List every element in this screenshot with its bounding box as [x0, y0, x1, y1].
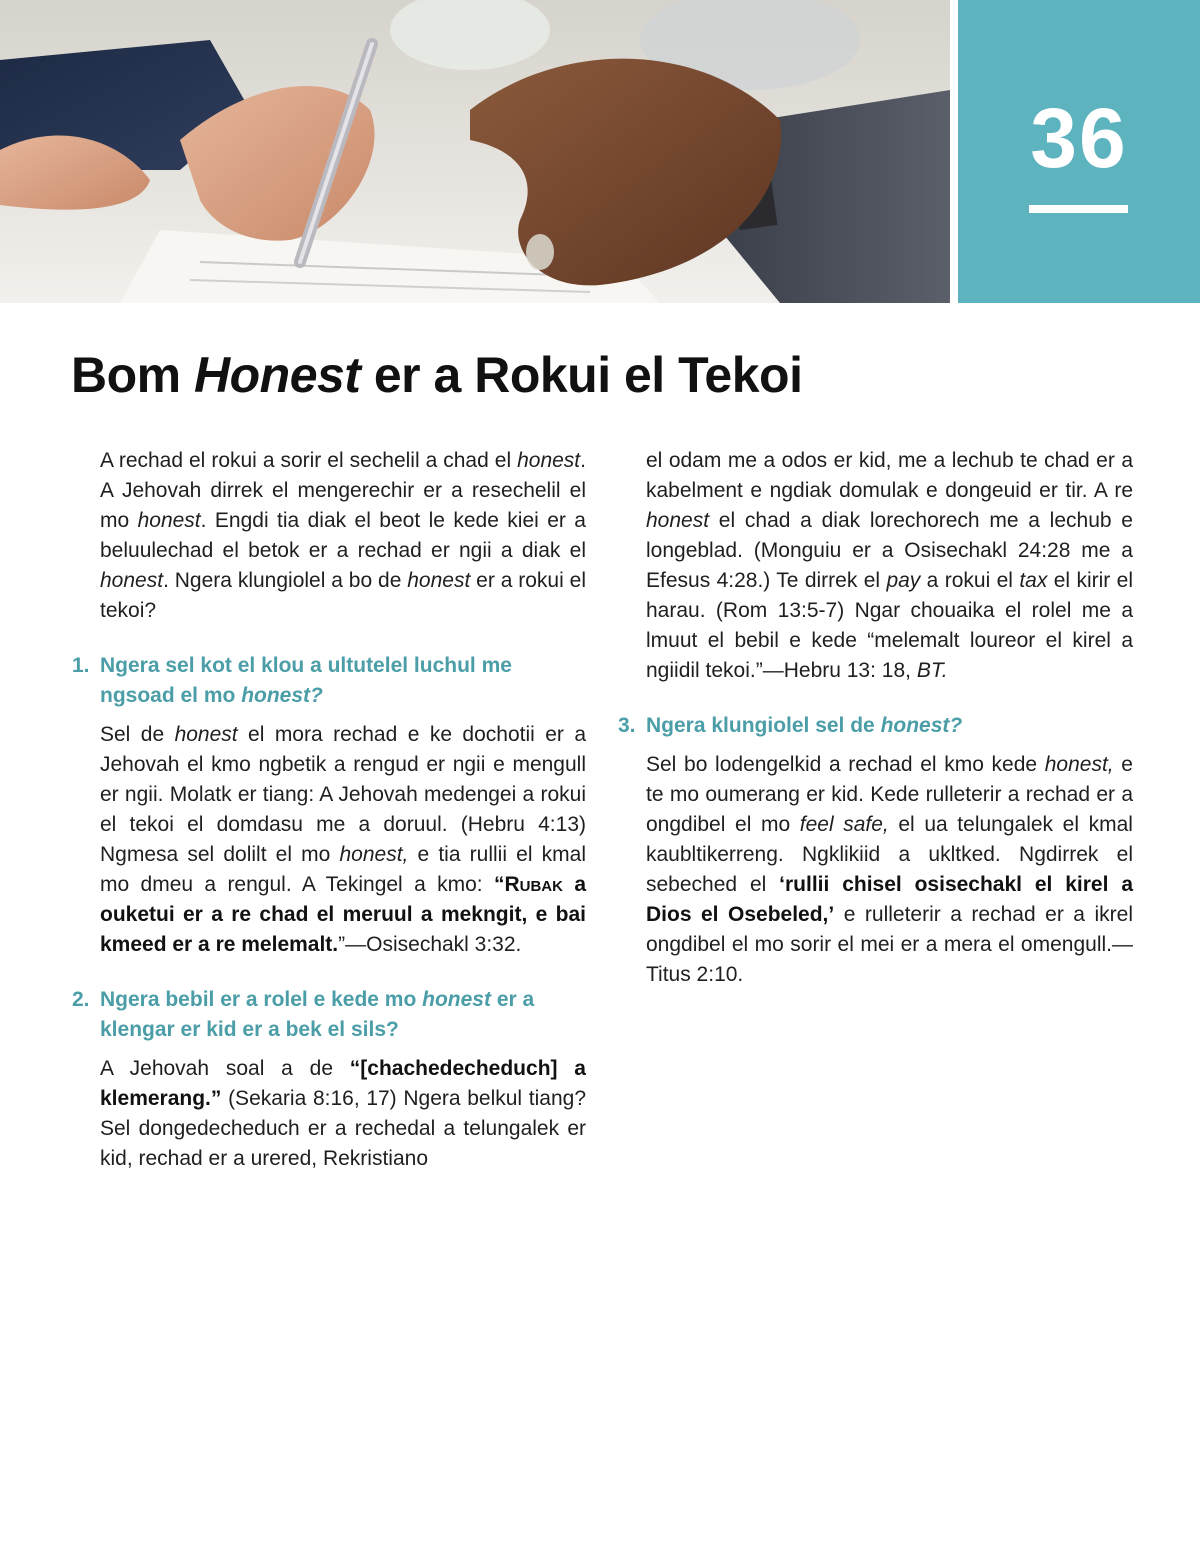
answer-3-paragraph: Sel bo lodengelkid a rechad el kmo kede honest, e te mo oumerang er kid. Kede rulleterir a rechad er a ongdibel el mo feel safe, el ua telungalek el kmal kaubltikerreng. Ngklikiid a ukltked. Ngdirrek el sebeched el ‘rullii chisel osisechakl el kirel a Dios el Osebeled,’ e rulleterir a rechad er a ikrel ongdibel el mo sorir el mei er a mera el omengull.—Titus 2:10.	[646, 753, 1133, 986]
title-italic-part: Honest	[194, 347, 361, 403]
question-2-heading: 2. Ngera bebil er a rolel e kede mo honest er a klengar er kid er a bek el sils?	[100, 985, 586, 1045]
answer-1-paragraph: Sel de honest el mora rechad e ke dochotii er a Jehovah el kmo ngbetik a rengud er ngii e mengull er ngii. Molatk er tiang: A Jehovah medengei a rokui el tekoi el domdasu me a doruul. (Hebru 4:13) Ngmesa sel dolilt el mo honest, e tia rullii el kmal mo dmeu a rengul. A Tekingel a kmo: “Rubak a ouketui er a re chad el meruul a mekngit, e bai kmeed er a re melemalt.”—Osisechakl 3:32.	[100, 723, 587, 956]
lesson-number-underline	[1029, 205, 1128, 213]
question-1-heading: 1. Ngera sel kot el klou a ultutelel luchul me ngsoad el mo honest?	[100, 651, 586, 711]
intro-paragraph: A rechad el rokui a sorir el sechelil a chad el honest. A Jehovah dirrek el mengerechir er a resechelil el mo honest. Engdi tia diak el beot le kede kiei er a beluulechad el betok er a rechad er ngii a diak el honest. Ngera klungiolel a bo de honest er a rokui el tekoi?	[100, 449, 586, 622]
title-part: Bom	[71, 347, 194, 403]
handshake-photo-icon	[0, 0, 950, 303]
question-number: 3.	[618, 714, 636, 737]
title-part: er a Rokui el Tekoi	[360, 347, 803, 403]
header-photo	[0, 0, 950, 303]
answer-2-paragraph-part1: A Jehovah soal a de “[chachedecheduch] a klemerang.” (Sekaria 8:16, 17) Ngera belkul tiang? Sel dongedecheduch er a rechedal a telungalek er kid, rechad er a urered, Rekristiano	[100, 1057, 586, 1170]
question-number: 1.	[72, 654, 90, 677]
right-column	[618, 446, 1133, 990]
lesson-number: 36	[1030, 91, 1128, 185]
question-number: 2.	[72, 988, 90, 1011]
page-title	[71, 346, 802, 404]
left-column	[72, 446, 587, 1174]
lesson-number-panel	[958, 0, 1200, 303]
answer-2-paragraph-part2: el odam me a odos er kid, me a lechub te chad er a kabelment e ngdiak domulak e dongeuid er tir. A re honest el chad a diak lorechorech me a lechub e longeblad. (Monguiu er a Osisechakl 24:28 me a Efesus 4:28.) Te dirrek el pay a rokui el tax el kirir el harau. (Rom 13:5-7) Ngar chouaika el rolel me a lmuut el bebil e kede “melemalt loureor el kirel a ngiidil tekoi.”—Hebru 13: 18, BT.	[646, 449, 1133, 682]
question-3-heading: 3. Ngera klungiolel sel de honest?	[646, 711, 1133, 741]
